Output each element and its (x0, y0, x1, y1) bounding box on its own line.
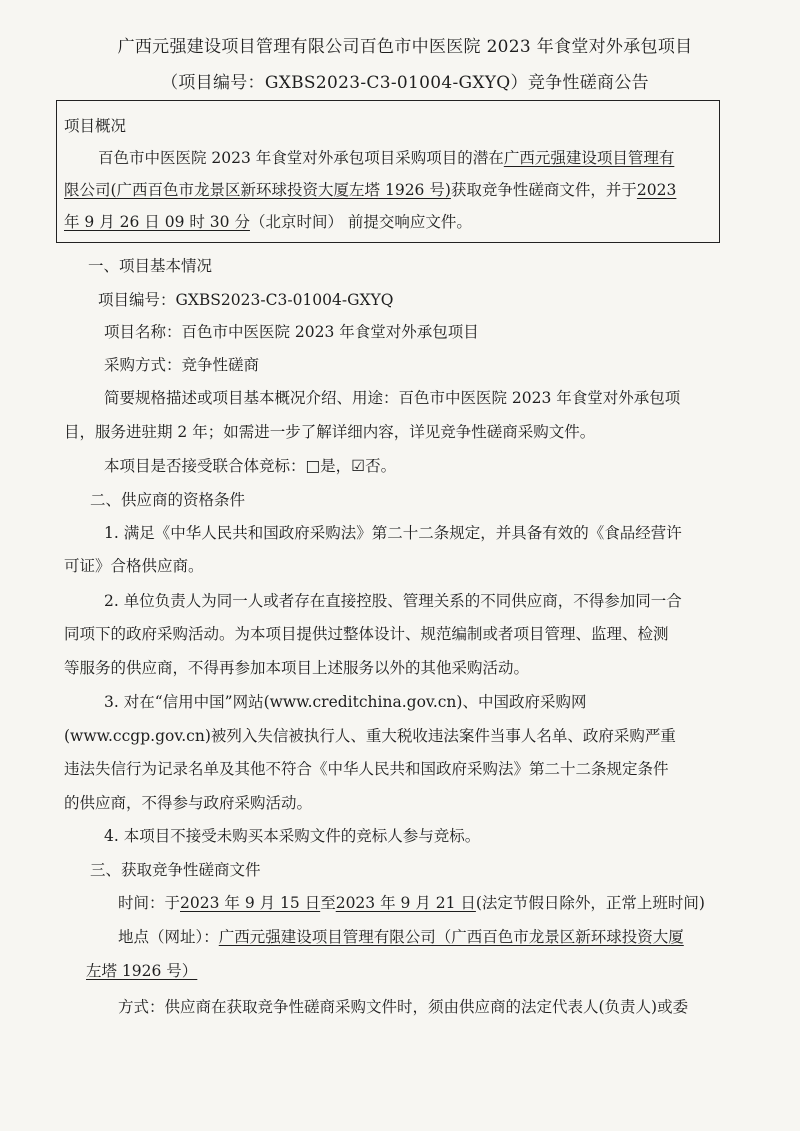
overview-line-2 (64, 180, 676, 200)
document-title-line-2: （项目编号：GXBS2023-C3-01004-GXYQ）竞争性磋商公告 (161, 73, 649, 93)
qualification-1-line-2: 可证》合格供应商。 (64, 557, 204, 575)
time-end-underlined: 2023 年 9 月 21 日 (335, 894, 476, 912)
overview-text: 百色市中医医院 2023 年食堂对外承包项目采购项目的潜在 (98, 149, 504, 167)
section-1-heading: 一、项目基本情况 (88, 257, 213, 275)
acquisition-method-line-1: 方式：供应商在获取竞争性磋商采购文件时，须由供应商的法定代表人(负责人)或委 (118, 998, 689, 1016)
project-description-line-2: 目，服务进驻期 2 年；如需进一步了解详细内容，详见竞争性磋商采购文件。 (64, 423, 596, 441)
deadline-year-underlined: 2023 (636, 181, 677, 199)
qualification-3-line-3: 违法失信行为记录名单及其他不符合《中华人民共和国政府采购法》第二十二条规定条件 (64, 760, 669, 778)
qualification-3-line-4: 的供应商，不得参与政府采购活动。 (64, 794, 313, 812)
project-number: 项目编号：GXBS2023-C3-01004-GXYQ (98, 291, 394, 309)
acquisition-time (118, 893, 705, 913)
acquisition-place-line-1 (118, 927, 684, 947)
overview-line-1 (98, 148, 674, 168)
section-2-heading: 二、供应商的资格条件 (90, 491, 246, 509)
overview-heading: 项目概况 (64, 117, 127, 135)
qualification-3-line-2: (www.ccgp.gov.cn)被列入失信被执行人、重大税收违法案件当事人名单、政府采购严重 (64, 727, 676, 745)
project-name: 项目名称：百色市中医医院 2023 年食堂对外承包项目 (104, 323, 479, 341)
time-start-underlined: 2023 年 9 月 15 日 (180, 894, 321, 912)
time-to: 至 (320, 894, 336, 912)
consortium-label: 本项目是否接受联合体竞标： (104, 457, 306, 475)
time-label: 时间：于 (118, 894, 181, 912)
procurement-method: 采购方式：竞争性磋商 (104, 356, 260, 374)
project-description-line-1: 简要规格描述或项目基本概况介绍、用途：百色市中医医院 2023 年食堂对外承包项 (104, 389, 681, 407)
consortium-no-checkbox: ☑否。 (351, 457, 397, 475)
agency-address-underlined: 限公司(广西百色市龙景区新环球投资大厦左塔 1926 号) (64, 181, 451, 199)
place-underlined: 广西元强建设项目管理有限公司（广西百色市龙景区新环球投资大厦 (218, 928, 684, 946)
section-3-heading: 三、获取竞争性磋商文件 (90, 861, 261, 879)
time-note: (法定节假日除外，正常上班时间) (475, 894, 705, 912)
acquisition-place-line-2: 左塔 1926 号） (86, 962, 198, 980)
qualification-2-line-1: 2. 单位负责人为同一人或者存在直接控股、管理关系的不同供应商，不得参加同一合 (104, 592, 682, 610)
qualification-2-line-2: 同项下的政府采购活动。为本项目提供过整体设计、规范编制或者项目管理、监理、检测 (64, 625, 669, 643)
overview-line-3 (64, 212, 472, 232)
overview-text: （北京时间） 前提交响应文件。 (249, 213, 472, 231)
consortium-question (104, 456, 396, 476)
qualification-1-line-1: 1. 满足《中华人民共和国政府采购法》第二十二条规定，并具备有效的《食品经营许 (104, 524, 682, 542)
qualification-2-line-3: 等服务的供应商，不得再参加本项目上述服务以外的其他采购活动。 (64, 659, 530, 677)
overview-text: 获取竞争性磋商文件，并于 (450, 181, 637, 199)
qualification-3-line-1: 3. 对在“信用中国”网站(www.creditchina.gov.cn)、中国政府采购网 (104, 693, 587, 711)
consortium-yes-checkbox: □是， (305, 457, 352, 475)
place-label: 地点（网址）： (118, 928, 219, 946)
document-title-line-1: 广西元强建设项目管理有限公司百色市中医医院 2023 年食堂对外承包项目 (117, 37, 693, 57)
agency-name-underlined: 广西元强建设项目管理有 (503, 149, 675, 167)
qualification-4: 4. 本项目不接受未购买本采购文件的竞标人参与竞标。 (104, 827, 481, 845)
deadline-underlined: 年 9 月 26 日 09 时 30 分 (64, 213, 250, 231)
